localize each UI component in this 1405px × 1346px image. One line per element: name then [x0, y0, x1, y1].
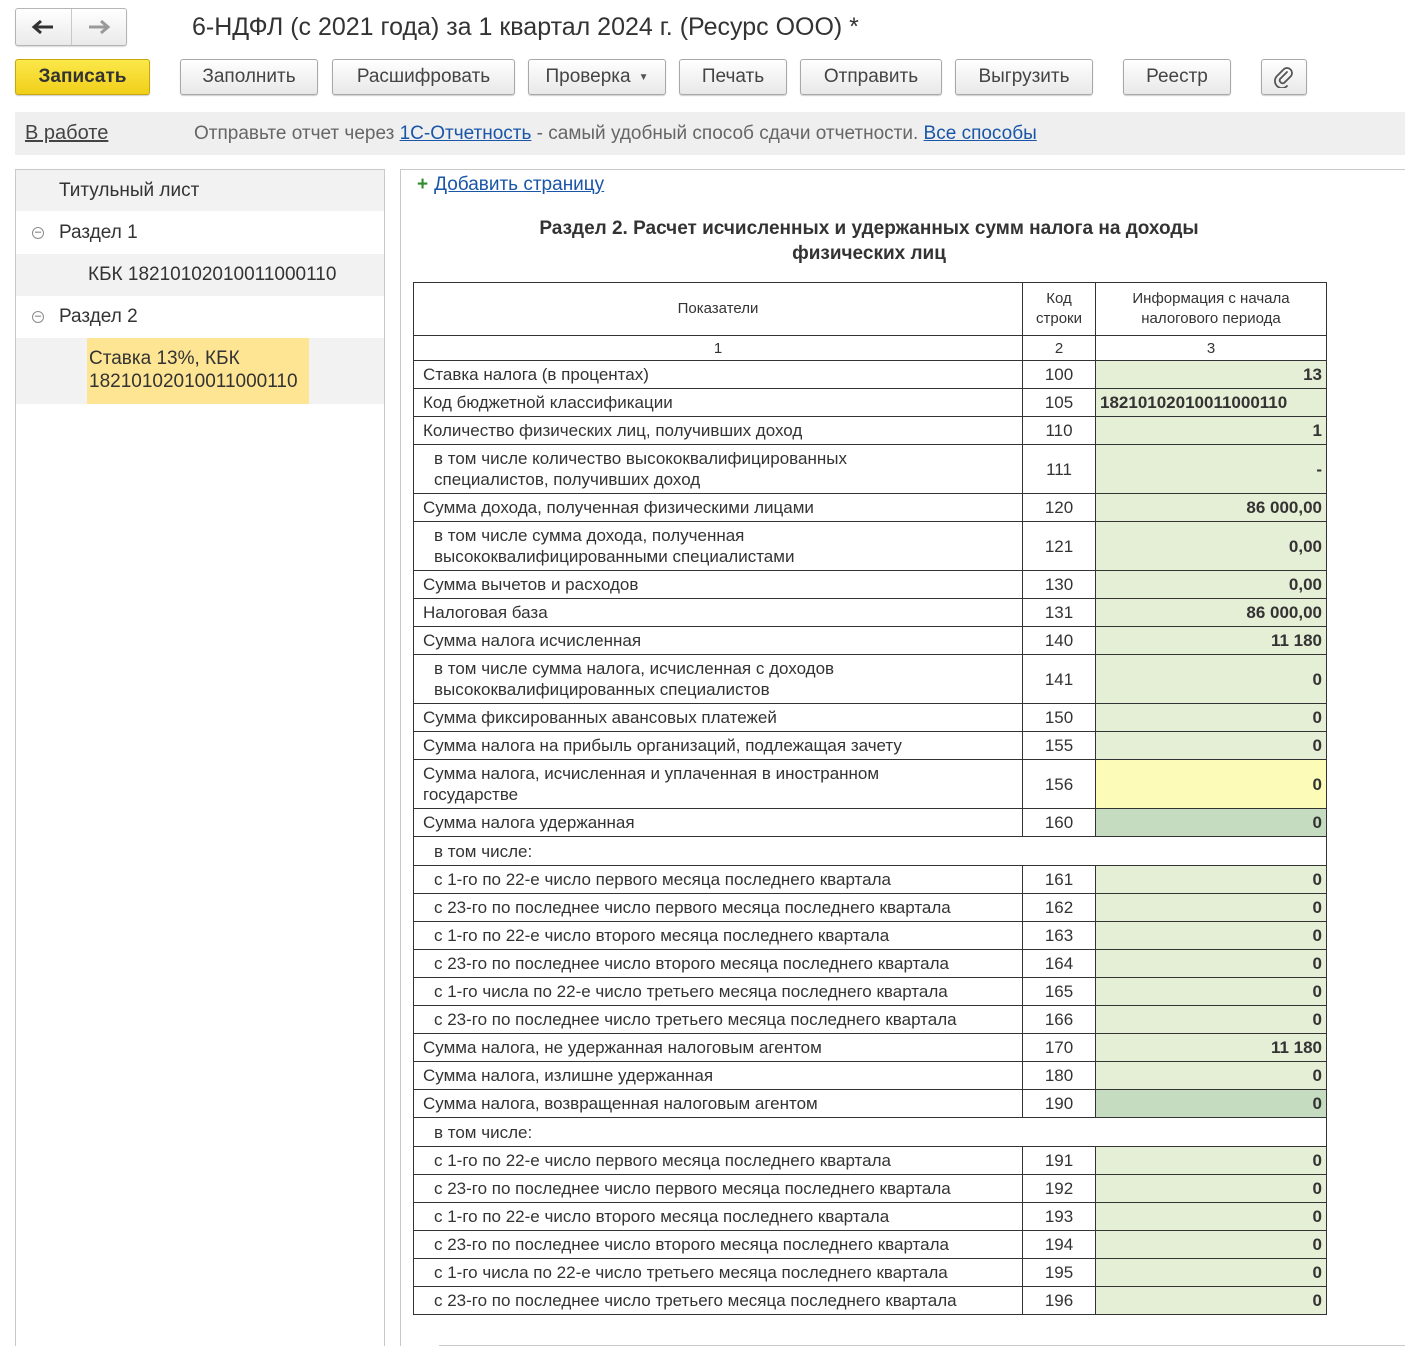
table-row: [414, 1175, 1327, 1203]
row-label: [414, 655, 1023, 704]
row-label: Сумма налога, не удержанная налоговым агентом: [414, 1034, 1023, 1062]
document-title: 6-НДФЛ (с 2021 года) за 1 квартал 2024 г. (Ресурс ООО) *: [192, 13, 859, 41]
check-button-label: Проверка: [545, 66, 631, 87]
tree-item-label: КБК 18210102010011000110: [88, 264, 337, 285]
row-value[interactable]: 86 000,00: [1096, 494, 1327, 522]
fill-button[interactable]: Заполнить: [180, 59, 318, 95]
row-code: 161: [1023, 866, 1096, 894]
row-value[interactable]: 0: [1096, 1062, 1327, 1090]
row-value[interactable]: 0: [1096, 1175, 1327, 1203]
plus-icon: +: [417, 174, 429, 195]
row-label: Сумма фиксированных авансовых платежей: [414, 704, 1023, 732]
info-message: [194, 123, 1037, 145]
row-label: с 23-го по последнее число третьего месяца последнего квартала: [414, 1006, 1023, 1034]
header-code-line: строки: [1036, 310, 1082, 327]
row-label: Ставка налога (в процентах): [414, 361, 1023, 389]
row-code: 164: [1023, 950, 1096, 978]
row-label: с 1-го числа по 22-е число третьего месяца последнего квартала: [414, 978, 1023, 1006]
table-row: [414, 494, 1327, 522]
row-value[interactable]: 0: [1096, 732, 1327, 760]
column-number: 1: [414, 336, 1023, 361]
row-code: 166: [1023, 1006, 1096, 1034]
add-page-label: Добавить страницу: [434, 174, 605, 195]
table-row: [414, 445, 1327, 494]
row-label: с 23-го по последнее число второго месяца последнего квартала: [414, 1231, 1023, 1259]
all-methods-link[interactable]: Все способы: [923, 123, 1037, 144]
attachment-button[interactable]: [1261, 59, 1307, 95]
row-code: 195: [1023, 1259, 1096, 1287]
status-link[interactable]: В работе: [25, 122, 109, 144]
row-value[interactable]: 0: [1096, 1259, 1327, 1287]
arrow-right-icon: [87, 19, 111, 35]
tree-item-label: 18210102010011000110: [89, 371, 298, 392]
row-code: 160: [1023, 809, 1096, 837]
row-value[interactable]: 0: [1096, 1006, 1327, 1034]
table-row: [414, 1062, 1327, 1090]
header-code-line: Код: [1046, 290, 1072, 307]
reporting-service-link[interactable]: 1С-Отчетность: [399, 123, 532, 144]
row-code: 170: [1023, 1034, 1096, 1062]
row-label-line: в том числе сумма дохода, полученная: [434, 526, 745, 545]
column-number: 3: [1096, 336, 1327, 361]
row-value[interactable]: 0: [1096, 704, 1327, 732]
row-code: 165: [1023, 978, 1096, 1006]
row-value[interactable]: 0: [1096, 866, 1327, 894]
row-label: [414, 445, 1023, 494]
print-button[interactable]: Печать: [679, 59, 787, 95]
table-row: [414, 389, 1327, 417]
table-row: [414, 1006, 1327, 1034]
row-value[interactable]: 0: [1096, 655, 1327, 704]
chevron-down-icon: ▼: [638, 71, 649, 83]
row-label: с 1-го по 22-е число первого месяца последнего квартала: [414, 1147, 1023, 1175]
row-value[interactable]: 0: [1096, 760, 1327, 809]
row-value[interactable]: 0: [1096, 1090, 1327, 1118]
tree-item-label: Ставка 13%, КБК: [89, 348, 240, 369]
row-label: [414, 522, 1023, 571]
header-info-line: налогового периода: [1141, 310, 1281, 327]
header-code: [1023, 283, 1096, 336]
row-code: 190: [1023, 1090, 1096, 1118]
section-title: [413, 216, 1325, 266]
tree-item-rate-selected[interactable]: [87, 338, 309, 404]
table-row: [414, 1203, 1327, 1231]
row-code: 163: [1023, 922, 1096, 950]
row-label: с 1-го по 22-е число первого месяца последнего квартала: [414, 866, 1023, 894]
header-indicators: Показатели: [414, 283, 1023, 336]
row-code: 150: [1023, 704, 1096, 732]
row-value[interactable]: 0: [1096, 809, 1327, 837]
header-info-line: Информация с начала: [1132, 290, 1290, 307]
table-row: [414, 1287, 1327, 1315]
row-label-line: в том числе сумма налога, исчисленная с доходов: [434, 659, 835, 678]
row-code: 130: [1023, 571, 1096, 599]
table-row: [414, 978, 1327, 1006]
send-button[interactable]: Отправить: [800, 59, 942, 95]
row-value[interactable]: 0: [1096, 978, 1327, 1006]
table-row: [414, 809, 1327, 837]
row-value[interactable]: 18210102010011000110: [1096, 389, 1327, 417]
row-code: 162: [1023, 894, 1096, 922]
collapse-icon[interactable]: –: [32, 227, 44, 239]
table-row: [414, 417, 1327, 445]
save-button[interactable]: Записать: [15, 59, 150, 95]
row-code: 193: [1023, 1203, 1096, 1231]
row-label: Налоговая база: [414, 599, 1023, 627]
row-code: 141: [1023, 655, 1096, 704]
table-subheader-row: [414, 1118, 1327, 1147]
row-value[interactable]: 11 180: [1096, 1034, 1327, 1062]
row-value[interactable]: 0: [1096, 1203, 1327, 1231]
row-value[interactable]: 0: [1096, 894, 1327, 922]
row-value[interactable]: 13: [1096, 361, 1327, 389]
row-label: в том числе:: [414, 837, 1327, 866]
row-value[interactable]: 0: [1096, 1287, 1327, 1315]
table-row: [414, 1034, 1327, 1062]
row-code: 131: [1023, 599, 1096, 627]
table-row: [414, 361, 1327, 389]
table-header: [414, 283, 1327, 336]
row-code: 155: [1023, 732, 1096, 760]
table-row: [414, 894, 1327, 922]
row-code: 191: [1023, 1147, 1096, 1175]
tree-item-section1[interactable]: [16, 213, 384, 253]
collapse-icon[interactable]: –: [32, 311, 44, 323]
report-table: [413, 282, 1327, 1315]
check-dropdown-button[interactable]: [528, 59, 666, 95]
row-value[interactable]: 0: [1096, 1147, 1327, 1175]
row-code: 140: [1023, 627, 1096, 655]
row-code: 121: [1023, 522, 1096, 571]
header-info: [1096, 283, 1327, 336]
tree-item-label: Титульный лист: [59, 180, 200, 201]
table-row: [414, 760, 1327, 809]
info-bar: [15, 112, 1405, 155]
row-value[interactable]: 0,00: [1096, 571, 1327, 599]
table-row: [414, 571, 1327, 599]
table-row: [414, 922, 1327, 950]
section-title-line: Раздел 2. Расчет исчисленных и удержанных сумм налога на доходы: [539, 218, 1199, 239]
row-value[interactable]: 0: [1096, 1231, 1327, 1259]
row-label-line: специалистов, получивших доход: [434, 470, 701, 489]
arrow-left-icon: [31, 19, 55, 35]
row-label: в том числе:: [414, 1118, 1327, 1147]
row-code: 192: [1023, 1175, 1096, 1203]
row-code: 111: [1023, 445, 1096, 494]
row-label-line: высококвалифицированных специалистов: [434, 680, 770, 699]
row-code: 110: [1023, 417, 1096, 445]
row-label: с 1-го по 22-е число второго месяца последнего квартала: [414, 1203, 1023, 1231]
row-label: с 1-го числа по 22-е число третьего месяца последнего квартала: [414, 1259, 1023, 1287]
registry-button[interactable]: Реестр: [1123, 59, 1231, 95]
row-label: Сумма налога, излишне удержанная: [414, 1062, 1023, 1090]
row-label: Количество физических лиц, получивших доход: [414, 417, 1023, 445]
row-label-line: Сумма налога, исчисленная и уплаченная в иностранном: [423, 764, 880, 783]
table-row: [414, 704, 1327, 732]
table-row: [414, 866, 1327, 894]
row-code: 156: [1023, 760, 1096, 809]
row-label-line: в том числе количество высококвалифицированных: [434, 449, 847, 468]
row-value[interactable]: 0: [1096, 950, 1327, 978]
row-label: с 1-го по 22-е число второго месяца последнего квартала: [414, 922, 1023, 950]
table-row: [414, 599, 1327, 627]
row-label: [414, 760, 1023, 809]
info-text-before: Отправьте отчет через: [194, 123, 400, 144]
table-row: [414, 1147, 1327, 1175]
row-value[interactable]: 11 180: [1096, 627, 1327, 655]
row-code: 120: [1023, 494, 1096, 522]
row-label: с 23-го по последнее число первого месяца последнего квартала: [414, 1175, 1023, 1203]
table-row: [414, 950, 1327, 978]
report-form: [400, 169, 1405, 1346]
info-text-after: - самый удобный способ сдачи отчетности.: [531, 123, 924, 144]
table-row: [414, 627, 1327, 655]
table-row: [414, 732, 1327, 760]
row-label: Код бюджетной классификации: [414, 389, 1023, 417]
add-page-link[interactable]: [417, 174, 604, 196]
paperclip-icon: [1274, 66, 1294, 88]
section-title-line: физических лиц: [792, 243, 946, 264]
forward-button[interactable]: [71, 9, 127, 45]
row-code: 196: [1023, 1287, 1096, 1315]
tree-item-kbk[interactable]: [16, 254, 384, 296]
column-number: 2: [1023, 336, 1096, 361]
row-code: 180: [1023, 1062, 1096, 1090]
tree-item-label: Раздел 2: [59, 306, 138, 327]
row-value[interactable]: -: [1096, 445, 1327, 494]
row-value[interactable]: 0,00: [1096, 522, 1327, 571]
row-code: 105: [1023, 389, 1096, 417]
back-button[interactable]: [16, 9, 71, 45]
row-code: 100: [1023, 361, 1096, 389]
column-numbers: [414, 336, 1327, 361]
row-label: Сумма налога удержанная: [414, 809, 1023, 837]
navigation-buttons: [15, 8, 127, 46]
row-label: Сумма вычетов и расходов: [414, 571, 1023, 599]
row-value[interactable]: 86 000,00: [1096, 599, 1327, 627]
row-label: с 23-го по последнее число третьего месяца последнего квартала: [414, 1287, 1023, 1315]
row-label: Сумма дохода, полученная физическими лицами: [414, 494, 1023, 522]
table-row: [414, 1259, 1327, 1287]
row-label: Сумма налога на прибыль организаций, подлежащая зачету: [414, 732, 1023, 760]
tree-item-label: Раздел 1: [59, 222, 138, 243]
row-label: Сумма налога, возвращенная налоговым агентом: [414, 1090, 1023, 1118]
sections-tree: [15, 169, 385, 1346]
row-code: 194: [1023, 1231, 1096, 1259]
tree-item-section2[interactable]: [16, 297, 384, 337]
row-label-line: высококвалифицированными специалистами: [434, 547, 795, 566]
table-row: [414, 1090, 1327, 1118]
row-value[interactable]: 1: [1096, 417, 1327, 445]
export-button[interactable]: Выгрузить: [955, 59, 1093, 95]
row-label: с 23-го по последнее число первого месяца последнего квартала: [414, 894, 1023, 922]
table-row: [414, 655, 1327, 704]
tree-item-title-page[interactable]: [16, 170, 384, 211]
row-value[interactable]: 0: [1096, 922, 1327, 950]
row-label-line: государстве: [423, 785, 519, 804]
decode-button[interactable]: Расшифровать: [332, 59, 515, 95]
table-row: [414, 1231, 1327, 1259]
table-subheader-row: [414, 837, 1327, 866]
row-label: Сумма налога исчисленная: [414, 627, 1023, 655]
row-label: с 23-го по последнее число второго месяца последнего квартала: [414, 950, 1023, 978]
table-row: [414, 522, 1327, 571]
